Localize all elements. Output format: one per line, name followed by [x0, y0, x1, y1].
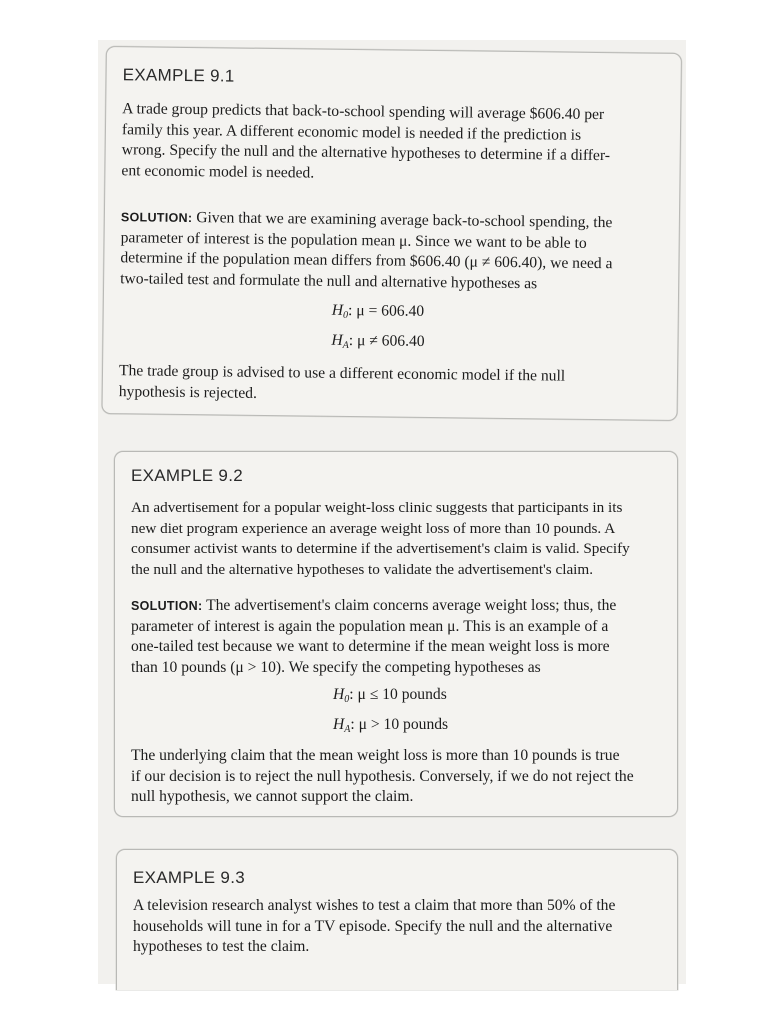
solution: [120, 207, 613, 295]
example-heading: EXAMPLE 9.3: [133, 868, 245, 887]
prompt-line: consumer activist wants to determine if the advertisement's claim is valid. Specify: [131, 540, 630, 557]
hypothesis-expression: : μ = 606.40: [347, 301, 425, 320]
example-9-2-box: [114, 451, 678, 817]
example-prompt: [121, 99, 610, 187]
hypothesis-expression: : μ ≤ 10 pounds: [349, 686, 447, 703]
prompt-line: An advertisement for a popular weight-loss clinic suggests that participants in its: [131, 499, 623, 516]
solution: [131, 596, 616, 678]
null-hypothesis: [333, 686, 447, 705]
prompt-line: A trade group predicts that back-to-school spending will average $606.40 per: [122, 100, 605, 124]
prompt-line: the null and the alternative hypotheses to validate the advertisement's claim.: [131, 560, 594, 578]
conclusion-line: if our decision is to reject the null hypothesis. Conversely, if we do not reject the: [131, 767, 634, 785]
prompt-line: ent economic model is needed.: [121, 161, 315, 182]
prompt-line: households will tune in for a TV episode. Specify the null and the alternative: [133, 917, 613, 935]
prompt-line: A television research analyst wishes to test a claim that more than 50% of the: [133, 897, 616, 914]
solution-line: parameter of interest is the population mean μ. Since we want to be able to: [120, 228, 587, 252]
solution-line: than 10 pounds (μ > 10). We specify the competing hypotheses as: [131, 658, 541, 676]
prompt-line: new diet program experience an average weight loss of more than 10 pounds. A: [131, 519, 616, 537]
example-prompt: [133, 896, 615, 958]
example-heading: EXAMPLE 9.1: [122, 65, 235, 86]
h-subscript: A: [344, 724, 351, 735]
alternative-hypothesis: [333, 716, 448, 735]
h-symbol: H: [331, 331, 343, 349]
solution-line: two-tailed test and formulate the null and alternative hypotheses as: [120, 269, 538, 292]
conclusion-line: The underlying claim that the mean weight loss is more than 10 pounds is true: [131, 747, 620, 764]
solution-line: parameter of interest is again the population mean μ. This is an example of a: [131, 617, 609, 635]
example-heading: EXAMPLE 9.2: [131, 466, 243, 485]
prompt-line: hypotheses to test the claim.: [133, 938, 310, 955]
solution-line: one-tailed test because we want to determine if the mean weight loss is more: [131, 638, 610, 655]
example-9-3-box: [116, 849, 678, 990]
h-subscript: 0: [342, 309, 349, 321]
example-prompt: [131, 498, 630, 580]
prompt-line: family this year. A different economic model is needed if the prediction is: [121, 120, 582, 144]
h-symbol: H: [331, 301, 344, 319]
conclusion-line: null hypothesis, we cannot support the claim.: [131, 788, 414, 805]
null-hypothesis: [332, 302, 425, 322]
conclusion-line: hypothesis is rejected.: [118, 382, 258, 402]
solution-label: SOLUTION:: [131, 599, 203, 613]
hypothesis-expression: : μ ≠ 606.40: [348, 331, 425, 350]
solution-line: The advertisement's claim concerns average weight loss; thus, the: [202, 597, 617, 614]
h-subscript: A: [342, 339, 349, 351]
prompt-line: wrong. Specify the null and the alternative hypotheses to determine if a differ-: [121, 141, 611, 165]
conclusion: [131, 746, 634, 808]
solution-line: determine if the population mean differs from $606.40 (μ ≠ 606.40), we need a: [120, 249, 613, 273]
conclusion: [119, 361, 566, 407]
h-symbol: H: [333, 716, 345, 733]
solution-line: Given that we are examining average back-to-school spending, the: [192, 209, 613, 232]
h-subscript: 0: [344, 694, 350, 705]
hypothesis-expression: : μ > 10 pounds: [350, 716, 449, 733]
example-9-1-box: [102, 46, 682, 421]
solution-label: SOLUTION:: [120, 210, 193, 226]
conclusion-line: The trade group is advised to use a different economic model if the null: [118, 362, 566, 385]
h-symbol: H: [333, 686, 345, 703]
alternative-hypothesis: [331, 332, 424, 352]
